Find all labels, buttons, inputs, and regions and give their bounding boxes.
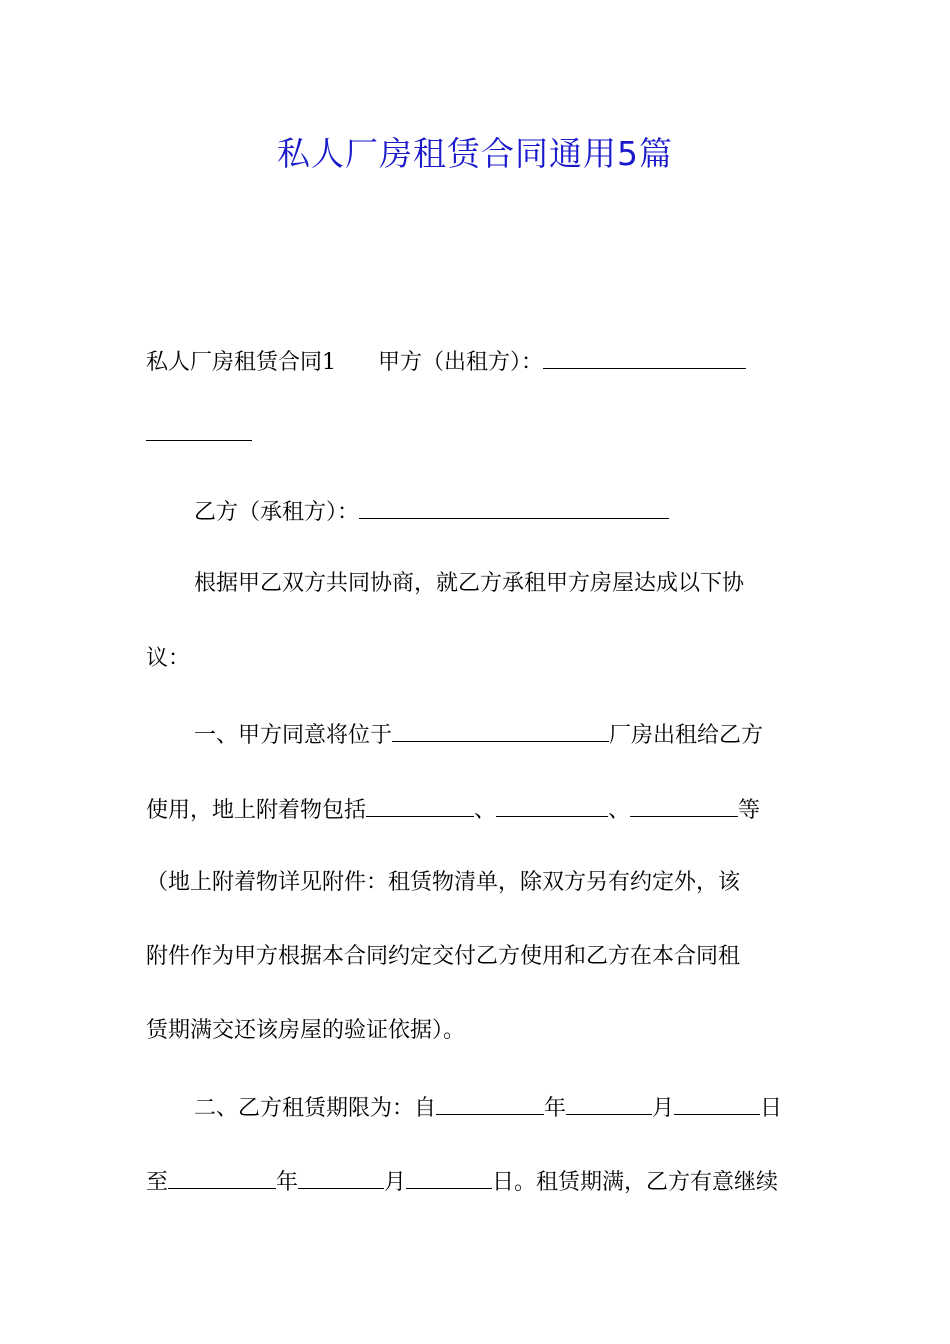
separator-1: 、 [474,798,497,823]
start-year-blank [436,1092,544,1115]
contract-heading: 私人厂房租赁合同1 [146,350,336,375]
day-label: 日 [760,1096,783,1121]
year-label: 年 [544,1096,567,1121]
preamble-line-1: 根据甲乙双方共同协商，就乙方承租甲方房屋达成以下协 [194,571,745,596]
party-b-label: 乙方（承租方）： [194,500,360,525]
party-a-blank [543,346,746,369]
separator-2: 、 [608,798,631,823]
clause-1-line-4: 附件作为甲方根据本合同约定交付乙方使用和乙方在本合同租 [146,944,741,969]
month-label: 月 [652,1096,675,1121]
end-month-label: 月 [384,1170,407,1195]
clause-1-text-a: 一、甲方同意将位于 [194,723,393,748]
attachment-blank-1 [366,794,474,817]
clause-2-text: 二、乙方租赁期限为：自 [194,1096,437,1121]
end-day-blank [406,1166,492,1189]
party-a-blank-continued-line [146,418,252,449]
clause-2-line-2 [146,1166,778,1197]
party-a-label: 甲方（出租方）： [378,350,544,375]
clause-1-line-1 [194,719,763,750]
to-label: 至 [146,1170,169,1195]
clause-1-line-5: 赁期满交还该房屋的验证依据）。 [146,1018,466,1043]
end-year-blank [168,1166,276,1189]
end-year-label: 年 [276,1170,299,1195]
start-day-blank [674,1092,760,1115]
clause-1-text-b: 厂房出租给乙方 [609,723,764,748]
attachment-blank-3 [630,794,738,817]
preamble-line-2: 议： [146,646,191,671]
party-b-blank [359,496,669,519]
clause-2-line-2-end: 日。租赁期满，乙方有意继续 [492,1170,779,1195]
attachment-blank-2 [496,794,608,817]
clause-1-line-2-end: 等 [738,798,761,823]
heading-party-a-line [146,346,746,377]
party-a-blank-continued [146,418,252,441]
clause-2-line-1 [194,1092,782,1123]
clause-1-line-3: （地上附着物详见附件：租赁物清单，除双方另有约定外，该 [146,870,741,895]
clause-1-line-2 [146,794,760,825]
document-title: 私人厂房租赁合同通用5篇 [277,134,673,173]
start-month-blank [566,1092,652,1115]
party-b-line [194,496,669,527]
end-month-blank [298,1166,384,1189]
clause-1-line-2-text: 使用，地上附着物包括 [146,798,367,823]
factory-location-blank [392,719,609,742]
